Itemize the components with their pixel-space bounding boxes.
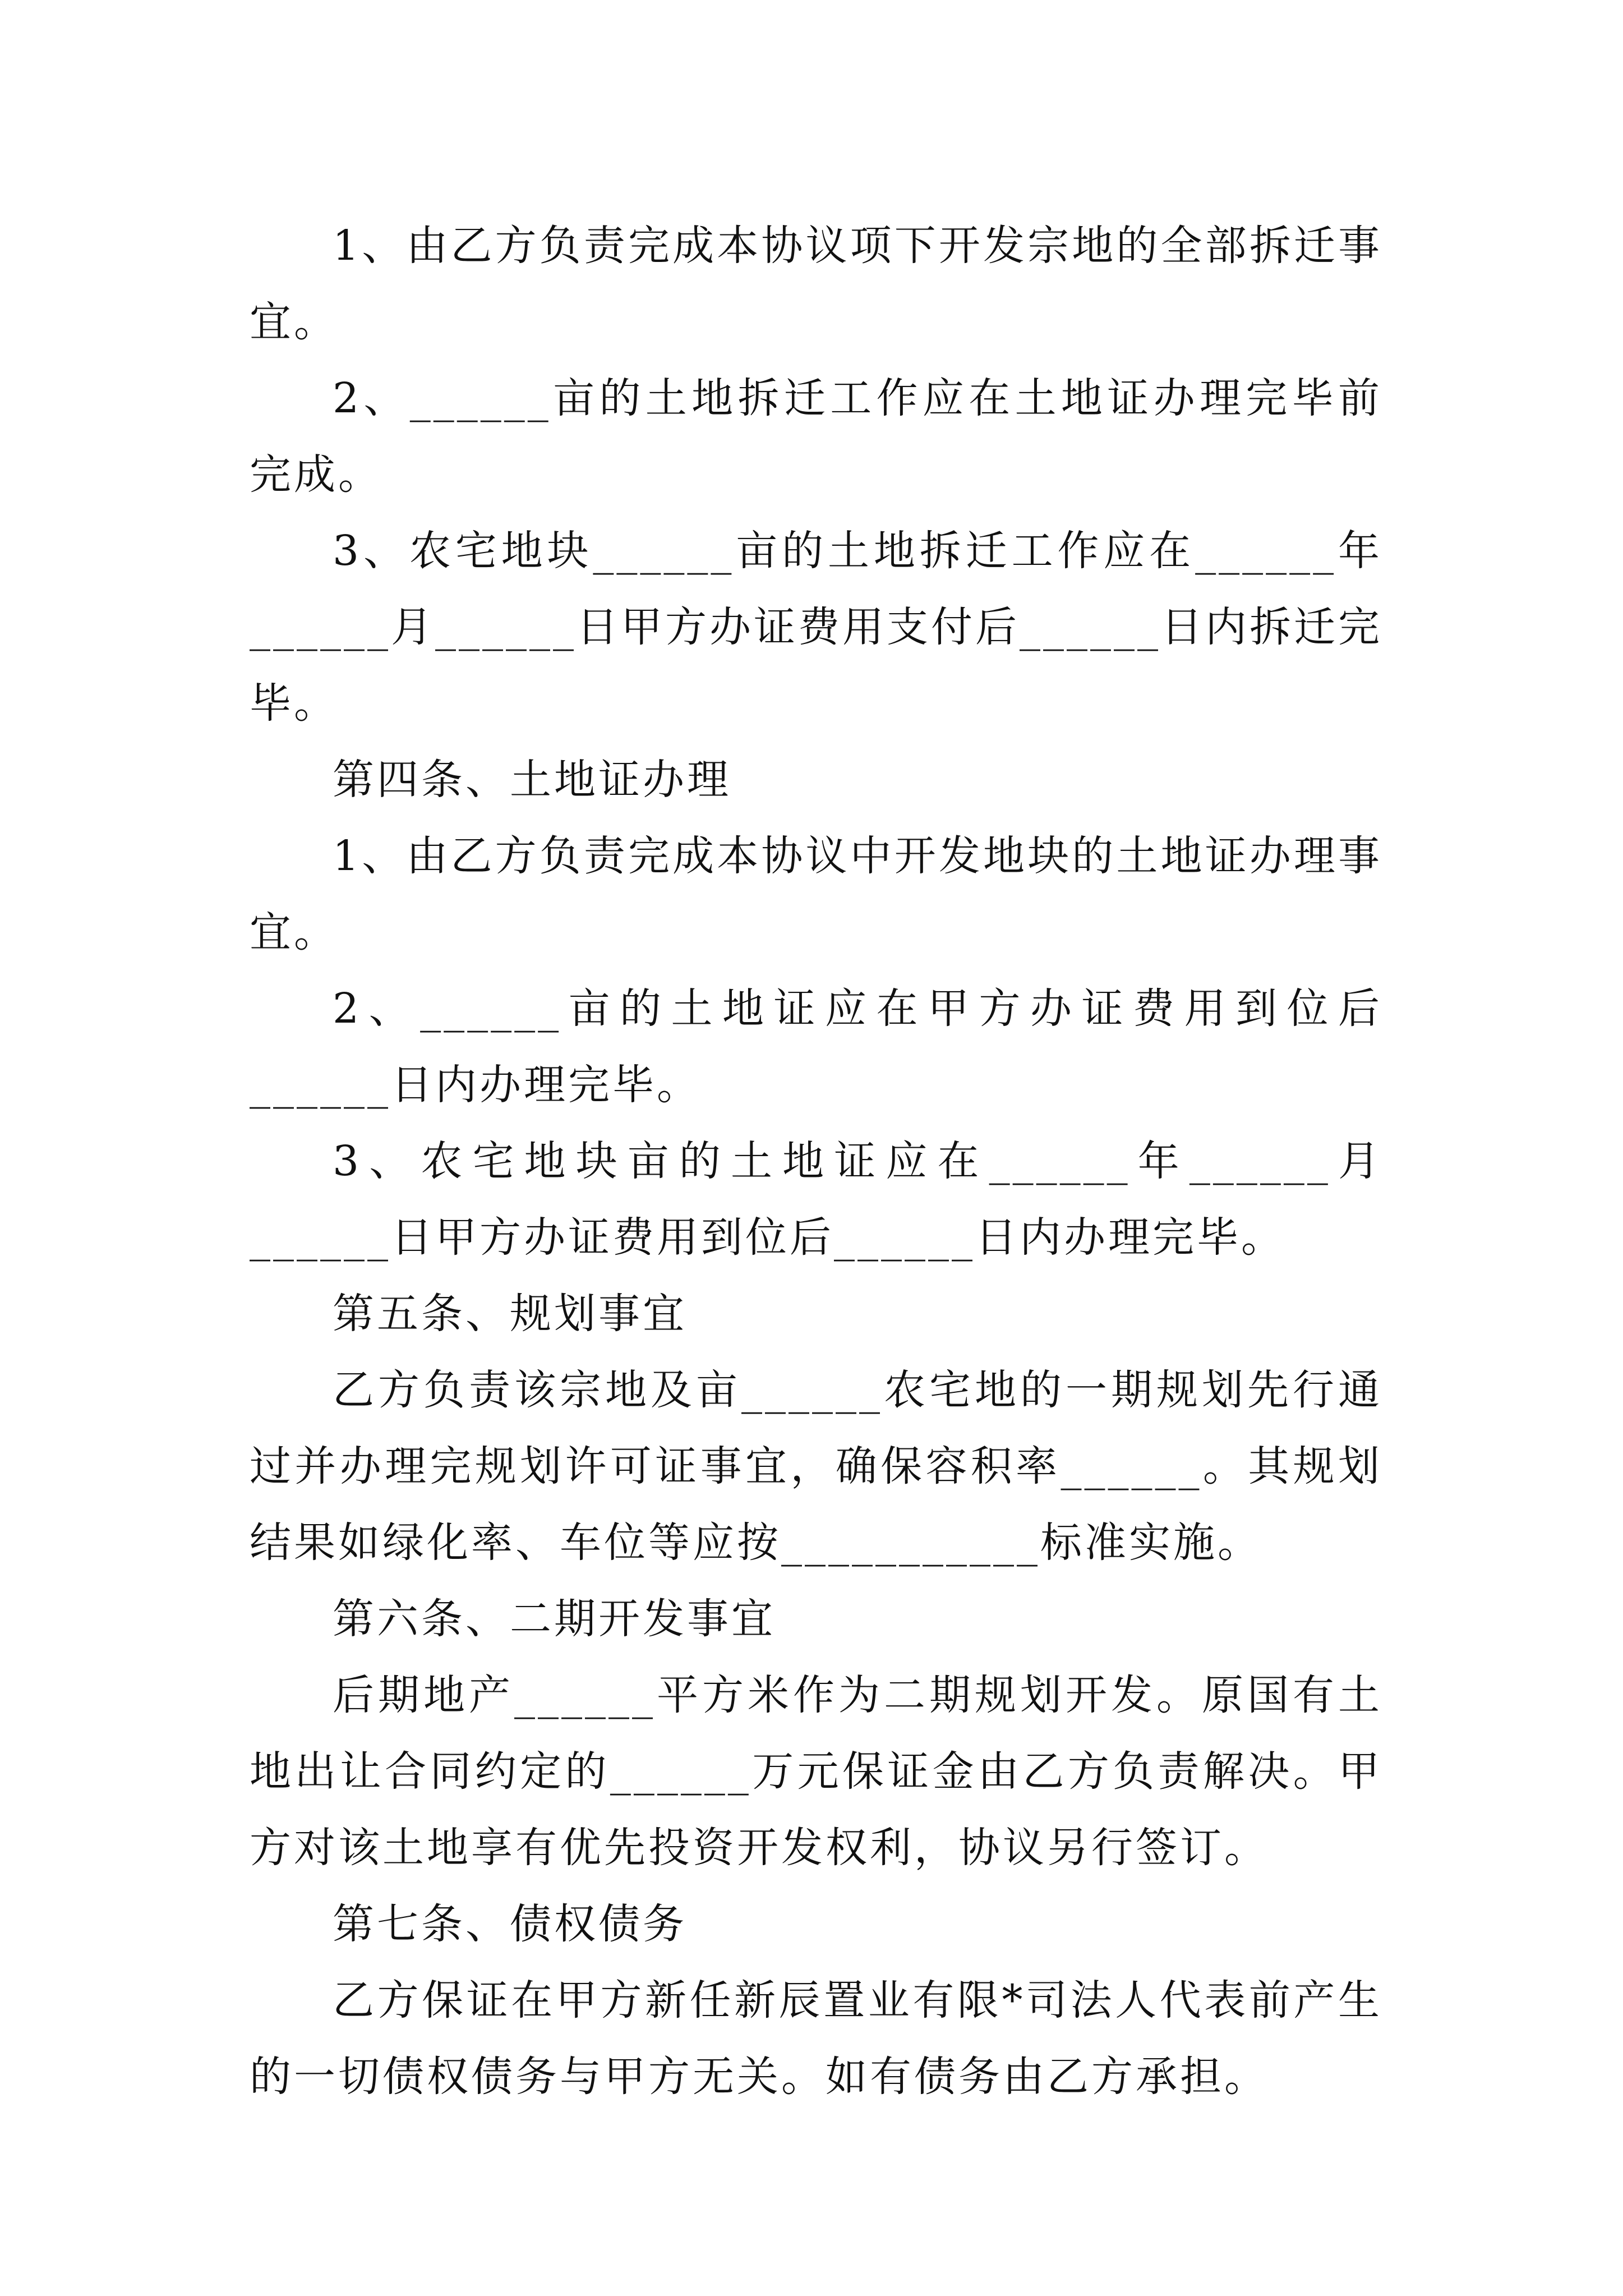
section-heading-6: 第六条、二期开发事宜 <box>333 1595 776 1643</box>
document-body <box>250 208 1382 2115</box>
section-heading-4: 第四条、土地证办理 <box>333 756 731 804</box>
paragraph-phase-two: 后期地产______平方米作为二期规划开发。原国有土地出让合同约定的______万元保证金由乙方负责解决。甲方对该土地享有优先投资开发权利，协议另行签订。 <box>250 1671 1382 1872</box>
paragraph-land-cert-1: 1、由乙方负责完成本协议中开发地块的土地证办理事宜。 <box>250 832 1382 956</box>
paragraph-debts: 乙方保证在甲方新任新辰置业有限*司法人代表前产生的一切债权债务与甲方无关。如有债务由乙方承担。 <box>250 1976 1382 2101</box>
paragraph-planning: 乙方负责该宗地及亩______农宅地的一期规划先行通过并办理完规划许可证事宜，确保容积率______。其规划结果如绿化率、车位等应按___________标准实施。 <box>250 1366 1382 1567</box>
paragraph-land-cert-2: 2、______亩的土地证应在甲方办证费用到位后______日内办理完毕。 <box>250 984 1382 1109</box>
paragraph-demolition-2: 2、______亩的土地拆迁工作应在土地证办理完毕前完成。 <box>250 374 1382 499</box>
paragraph-demolition-3: 3、农宅地块______亩的土地拆迁工作应在______年______月______日甲方办证费用支付后______日内拆迁完毕。 <box>250 527 1382 728</box>
paragraph-demolition-1: 1、由乙方负责完成本协议项下开发宗地的全部拆迁事宜。 <box>250 222 1382 346</box>
section-heading-5: 第五条、规划事宜 <box>333 1290 687 1338</box>
section-heading-7: 第七条、债权债务 <box>333 1900 687 1948</box>
paragraph-land-cert-3: 3、农宅地块亩的土地证应在______年______月______日甲方办证费用到位后______日内办理完毕。 <box>250 1137 1382 1262</box>
